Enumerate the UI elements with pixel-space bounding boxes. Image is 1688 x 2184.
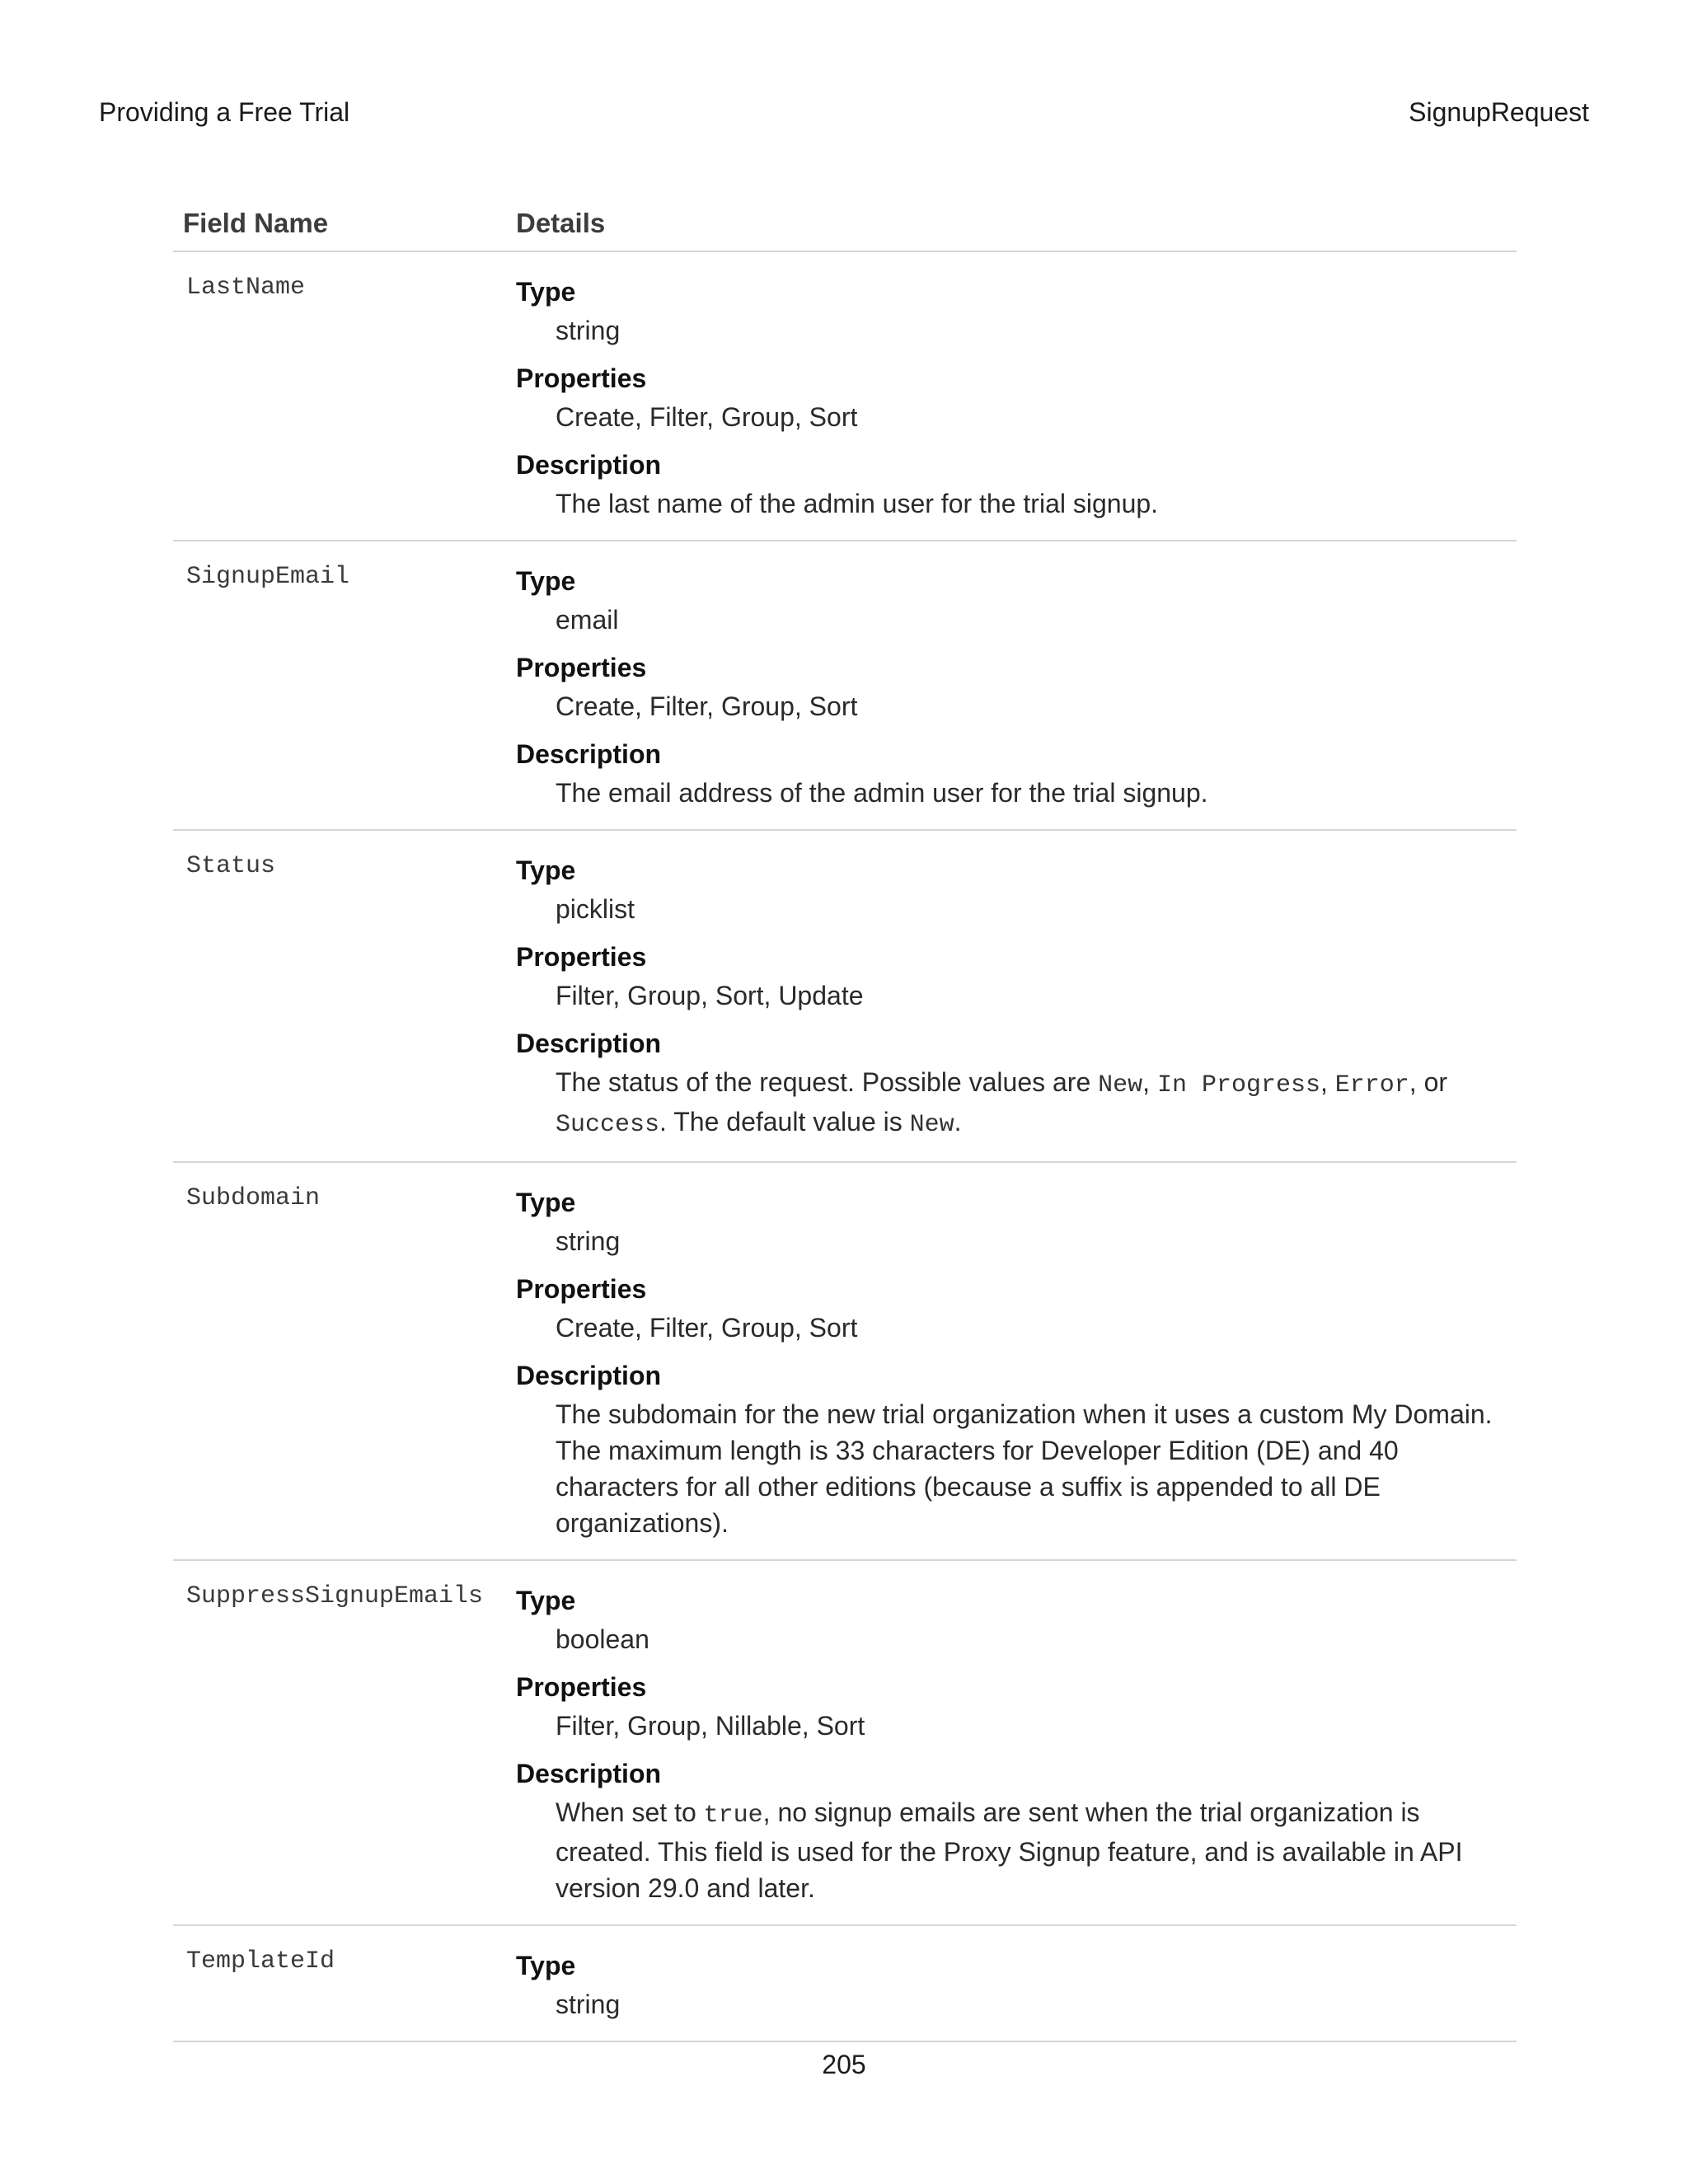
separator: , — [1320, 1067, 1335, 1097]
type-value: email — [556, 605, 619, 635]
type-label: Type — [516, 855, 576, 885]
description-text: The default value is — [666, 1107, 910, 1137]
field-details — [506, 830, 1517, 1162]
table-row — [173, 830, 1517, 1162]
table-header-row — [173, 198, 1517, 251]
value-code: New — [909, 1111, 954, 1139]
separator: , — [1142, 1067, 1157, 1097]
field-name: Status — [173, 830, 506, 1162]
type-label: Type — [516, 277, 576, 307]
running-header-title: Providing a Free Trial — [99, 97, 350, 127]
page-number: 205 — [822, 2050, 866, 2079]
table-row — [173, 1560, 1517, 1925]
description-label: Description — [516, 739, 662, 769]
column-header-details: Details — [506, 198, 1517, 251]
properties-label: Properties — [516, 653, 647, 682]
type-label: Type — [516, 566, 576, 596]
field-name: TemplateId — [173, 1925, 506, 2041]
description-text: The status of the request. Possible values are — [556, 1067, 1099, 1097]
properties-value: Filter, Group, Nillable, Sort — [556, 1711, 865, 1741]
value-code: Error — [1334, 1071, 1409, 1099]
table-row — [173, 1925, 1517, 2041]
description-value — [556, 1794, 1507, 1906]
properties-label: Properties — [516, 363, 647, 393]
value-code: In Progress — [1156, 1071, 1320, 1099]
properties-value: Filter, Group, Sort, Update — [556, 981, 864, 1010]
field-name: LastName — [173, 251, 506, 541]
description-text: When set to — [556, 1797, 704, 1827]
properties-label: Properties — [516, 942, 647, 972]
type-value: boolean — [556, 1624, 649, 1654]
column-header-field-name: Field Name — [173, 198, 506, 251]
value-code: true — [703, 1802, 763, 1830]
field-details — [506, 541, 1517, 830]
field-details — [506, 251, 1517, 541]
description-label: Description — [516, 1029, 662, 1058]
field-name: Subdomain — [173, 1162, 506, 1560]
description-label: Description — [516, 450, 662, 480]
separator: . — [954, 1107, 962, 1137]
properties-label: Properties — [516, 1274, 647, 1304]
type-value: string — [556, 316, 621, 345]
description-label: Description — [516, 1361, 662, 1390]
properties-value: Create, Filter, Group, Sort — [556, 1313, 858, 1343]
type-value: string — [556, 1226, 621, 1256]
type-value: string — [556, 1990, 621, 2019]
properties-label: Properties — [516, 1672, 647, 1702]
table-row — [173, 541, 1517, 830]
field-details — [506, 1925, 1517, 2041]
value-code: New — [1098, 1071, 1143, 1099]
properties-value: Create, Filter, Group, Sort — [556, 691, 858, 721]
description-value: The email address of the admin user for the trial signup. — [556, 778, 1208, 808]
type-label: Type — [516, 1586, 576, 1615]
field-details — [506, 1162, 1517, 1560]
description-label: Description — [516, 1759, 662, 1788]
table-row — [173, 251, 1517, 541]
field-name: SuppressSignupEmails — [173, 1560, 506, 1925]
description-value — [556, 1064, 1507, 1143]
description-value: The last name of the admin user for the trial signup. — [556, 489, 1159, 518]
field-name: SignupEmail — [173, 541, 506, 830]
type-value: picklist — [556, 894, 635, 924]
description-value: The subdomain for the new trial organization when it uses a custom My Domain. The maximum length is 33 characters for Developer Edition (DE) and 40 characters for all other editions (because a suffix is appended to all DE organizations). — [556, 1399, 1493, 1538]
field-details — [506, 1560, 1517, 1925]
running-header-object: SignupRequest — [1409, 97, 1589, 127]
properties-value: Create, Filter, Group, Sort — [556, 402, 858, 432]
table-row — [173, 1162, 1517, 1560]
separator: , or — [1409, 1067, 1448, 1097]
description-text: , no signup emails are sent when the trial organization is created. This field is used for the Proxy Signup feature, and is available in API version 29.0 and later. — [556, 1797, 1463, 1903]
separator: . — [659, 1107, 667, 1137]
type-label: Type — [516, 1188, 576, 1217]
field-table — [173, 198, 1517, 2042]
type-label: Type — [516, 1951, 576, 1980]
value-code: Success — [556, 1111, 660, 1139]
